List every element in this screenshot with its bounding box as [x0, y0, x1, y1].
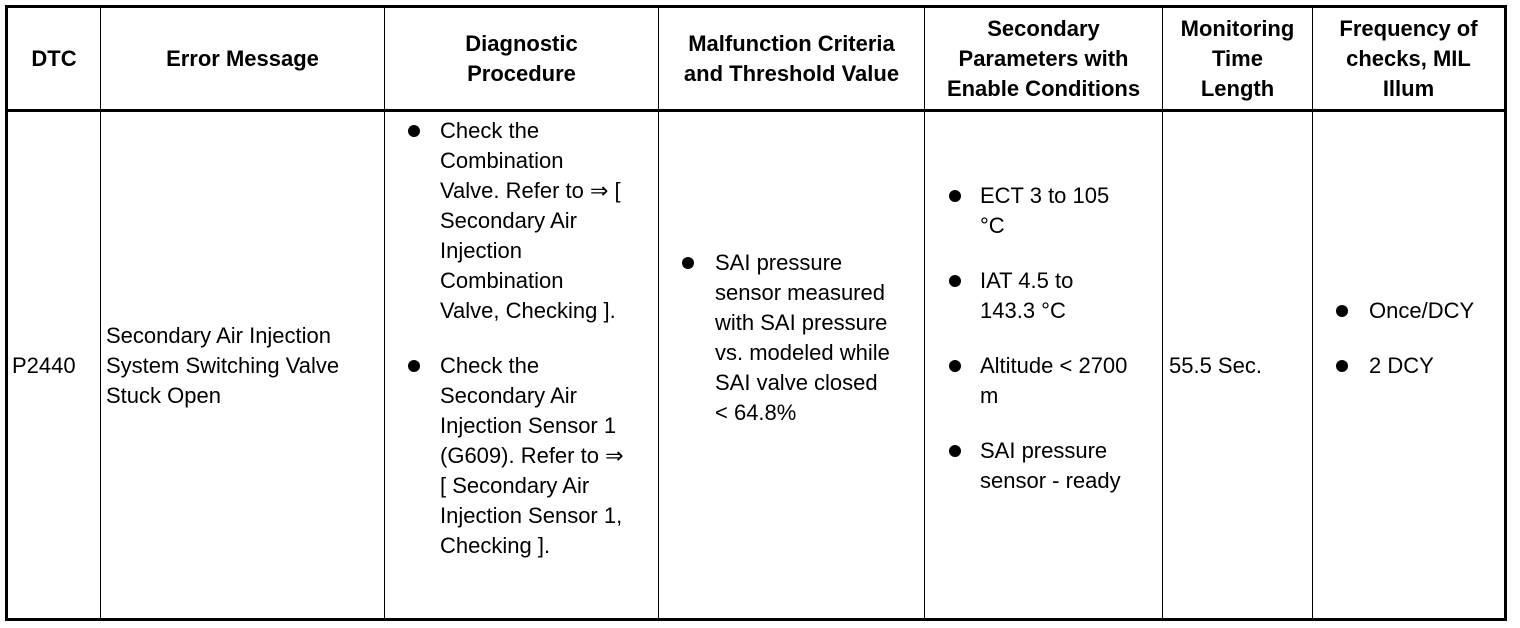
procedure-line: Checking ]. — [440, 533, 551, 558]
criteria-line: with SAI pressure — [715, 310, 888, 335]
bullet-icon — [949, 190, 961, 202]
header-error-message — [101, 8, 384, 109]
header-divider — [8, 109, 1504, 112]
diagnostic-table — [5, 5, 1507, 621]
header-line: Time — [1212, 45, 1263, 71]
parameter-line: SAI pressure — [980, 438, 1108, 463]
bullet-icon — [1336, 360, 1348, 372]
procedure-line: [ Secondary Air — [440, 473, 590, 498]
criteria-line: sensor measured — [715, 280, 885, 305]
procedure-line: Injection — [440, 238, 522, 263]
procedure-line: Valve. Refer to ⇒ [ — [440, 178, 621, 203]
criteria-line: < 64.8% — [715, 400, 797, 425]
bullet-icon — [408, 360, 420, 372]
procedure-line: Valve, Checking ]. — [440, 298, 616, 323]
parameter-line: IAT 4.5 to — [980, 268, 1074, 293]
header-line: Frequency of — [1339, 15, 1478, 41]
criteria-line: vs. modeled while — [715, 340, 890, 365]
procedure-line: Secondary Air — [440, 383, 577, 408]
criteria-line: SAI valve closed — [715, 370, 878, 395]
header-diagnostic-procedure — [385, 8, 658, 109]
parameter-line: °C — [980, 213, 1005, 238]
header-line: Malfunction Criteria — [688, 30, 895, 56]
header-malfunction-criteria — [659, 8, 924, 109]
monitoring-time-value: 55.5 Sec. — [1169, 353, 1262, 378]
frequency-line: Once/DCY — [1369, 298, 1475, 323]
procedure-line: Injection Sensor 1, — [440, 503, 623, 528]
header-line: Length — [1200, 75, 1275, 101]
header-frequency — [1313, 8, 1504, 109]
error-message-line: System Switching Valve — [106, 353, 340, 378]
parameter-line: ECT 3 to 105 — [980, 183, 1110, 208]
header-error-message-text: Error Message — [166, 45, 319, 71]
error-message-line: Stuck Open — [106, 383, 221, 408]
parameter-line: Altitude < 2700 — [980, 353, 1128, 378]
header-dtc — [8, 8, 100, 109]
criteria-line: SAI pressure — [715, 250, 843, 275]
header-line: Monitoring — [1180, 15, 1295, 41]
bullet-icon — [682, 257, 694, 269]
header-line: Enable Conditions — [946, 75, 1141, 101]
parameter-line: sensor - ready — [980, 468, 1121, 493]
bullet-icon — [408, 125, 420, 137]
header-secondary-parameters — [925, 8, 1162, 109]
frequency-line: 2 DCY — [1369, 353, 1434, 378]
header-line: Parameters with — [958, 45, 1129, 71]
procedure-line: Combination — [440, 148, 564, 173]
bullet-icon — [949, 445, 961, 457]
procedure-line: Injection Sensor 1 — [440, 413, 617, 438]
bullet-icon — [949, 275, 961, 287]
parameter-line: 143.3 °C — [980, 298, 1066, 323]
header-line: Diagnostic — [465, 30, 578, 56]
procedure-line: (G609). Refer to ⇒ — [440, 443, 624, 468]
error-message-line: Secondary Air Injection — [106, 323, 332, 348]
header-dtc-text: DTC — [31, 45, 77, 71]
procedure-line: Check the — [440, 118, 540, 143]
header-line: Illum — [1382, 75, 1435, 101]
bullet-icon — [949, 360, 961, 372]
header-monitoring-time — [1163, 8, 1312, 109]
header-line: checks, MIL — [1346, 45, 1471, 71]
procedure-line: Combination — [440, 268, 564, 293]
bullet-icon — [1336, 305, 1348, 317]
header-line: Secondary — [987, 15, 1100, 41]
dtc-code: P2440 — [12, 353, 76, 378]
procedure-line: Check the — [440, 353, 540, 378]
parameter-line: m — [980, 383, 999, 408]
procedure-line: Secondary Air — [440, 208, 577, 233]
header-line: and Threshold Value — [683, 60, 900, 86]
header-line: Procedure — [467, 60, 576, 86]
